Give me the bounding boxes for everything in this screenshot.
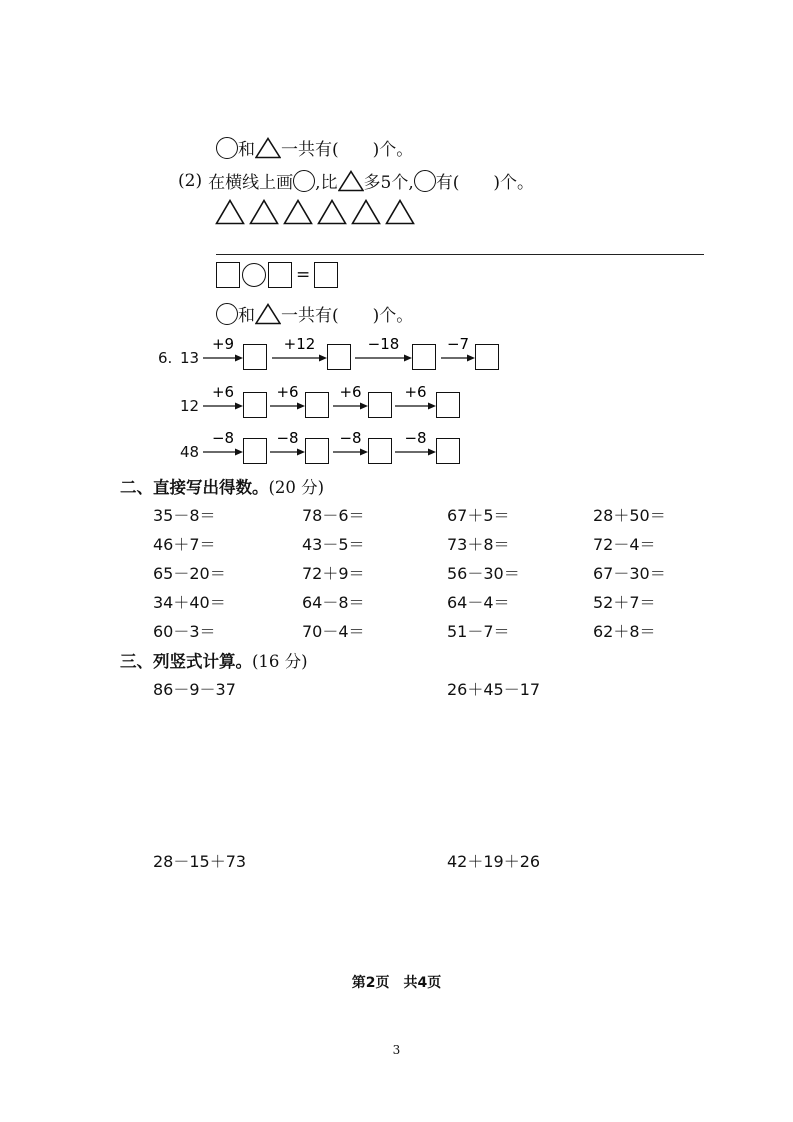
answer-box[interactable] — [243, 344, 267, 370]
triangle-icon — [215, 199, 245, 225]
chain-operation: +6 — [276, 384, 299, 401]
chain-operation: −8 — [339, 430, 362, 447]
arrow-head-icon — [360, 449, 368, 456]
answer-box[interactable] — [243, 438, 267, 464]
answer-box[interactable] — [314, 262, 338, 288]
math-problem: 78－6＝ — [302, 506, 365, 525]
chain-arrows — [0, 430, 793, 470]
math-problem: 64－8＝ — [302, 593, 365, 612]
arrow-head-icon — [319, 355, 327, 362]
math-problem: 67－30＝ — [593, 564, 666, 583]
chain-operation: −8 — [404, 430, 427, 447]
triangle-icon — [351, 199, 381, 225]
triangle-icon — [249, 199, 279, 225]
arrow-head-icon — [404, 355, 412, 362]
q5-line1-and: 和 — [238, 140, 255, 160]
section2-title: 二、直接写出得数。 — [120, 478, 269, 497]
triangle-icon — [338, 170, 364, 192]
q5-part2-text1: 在横线上画 — [208, 173, 294, 193]
circle-icon — [414, 170, 436, 192]
triangle-icon — [255, 303, 281, 325]
section3-heading — [120, 648, 308, 672]
arrow-head-icon — [428, 449, 436, 456]
answer-box[interactable] — [368, 438, 392, 464]
q5-line2 — [216, 301, 413, 326]
vertical-problem: 28－15＋73 — [153, 852, 247, 871]
triangle-icon — [255, 137, 281, 159]
math-problem: 64－4＝ — [447, 593, 510, 612]
q5-line2-and: 和 — [238, 306, 255, 326]
q5-part2-text2: ,比 — [315, 173, 338, 193]
circle-icon — [242, 263, 266, 287]
circle-icon — [293, 170, 315, 192]
answer-box[interactable] — [368, 392, 392, 418]
chain-operation: +9 — [211, 336, 235, 353]
triangle-icon — [283, 199, 313, 225]
chain-operation: +6 — [339, 384, 362, 401]
chain-start: 48 — [180, 443, 200, 461]
answer-box[interactable] — [436, 438, 460, 464]
answer-box[interactable] — [268, 262, 292, 288]
math-problem: 73＋8＝ — [447, 535, 510, 554]
page-info: 第2页 共4页 — [351, 975, 442, 991]
answer-box[interactable] — [305, 392, 329, 418]
chain-operation: −8 — [276, 430, 299, 447]
arrow-head-icon — [467, 355, 475, 362]
q5-line1 — [216, 135, 413, 160]
section3-points: (16 分) — [252, 652, 308, 671]
triangle-icon — [385, 199, 415, 225]
math-problem: 70－4＝ — [302, 622, 365, 641]
chain-operation: +6 — [404, 384, 427, 401]
math-problem: 51－7＝ — [447, 622, 510, 641]
chain-operation: +12 — [283, 336, 316, 353]
arrow-head-icon — [297, 449, 305, 456]
section2-heading — [120, 474, 324, 498]
arrow-head-icon — [428, 403, 436, 410]
section3-title: 三、列竖式计算。 — [120, 652, 252, 671]
chain-row — [0, 336, 793, 376]
math-problem: 52＋7＝ — [593, 593, 656, 612]
chain-arrows — [0, 336, 793, 376]
arrow-head-icon — [235, 355, 243, 362]
answer-box[interactable] — [412, 344, 436, 370]
q5-part2-text3: 多5个, — [363, 173, 414, 193]
vertical-problem: 42＋19＋26 — [447, 852, 541, 871]
vertical-problem: 26＋45－17 — [447, 680, 541, 699]
math-problem: 46＋7＝ — [153, 535, 216, 554]
answer-box[interactable] — [475, 344, 499, 370]
chain-operation: −18 — [367, 336, 400, 353]
math-problem: 72＋9＝ — [302, 564, 365, 583]
chain-arrows — [0, 384, 793, 424]
triangle-icon — [317, 199, 347, 225]
chain-operation: −7 — [446, 336, 470, 353]
drawing-line — [216, 254, 704, 255]
q5-equation — [216, 262, 338, 288]
answer-box[interactable] — [305, 438, 329, 464]
math-problem: 43－5＝ — [302, 535, 365, 554]
vertical-problem: 86－9－37 — [153, 680, 236, 699]
circle-icon — [216, 303, 238, 325]
math-problem: 72－4＝ — [593, 535, 656, 554]
q5-line2-sum: 一共有( )个。 — [281, 306, 414, 326]
chain-operation: +6 — [211, 384, 235, 401]
chain-row — [0, 430, 793, 470]
answer-box[interactable] — [243, 392, 267, 418]
q6-number: 6. — [158, 349, 173, 367]
math-problem: 67＋5＝ — [447, 506, 510, 525]
answer-box[interactable] — [327, 344, 351, 370]
chain-start: 13 — [180, 349, 200, 367]
q5-line1-sum: 一共有( )个。 — [281, 140, 414, 160]
q5-part2-label: (2) — [178, 170, 203, 191]
math-problem: 34＋40＝ — [153, 593, 226, 612]
triangle-row — [215, 199, 415, 225]
section2-points: (20 分) — [268, 478, 325, 497]
math-problem: 60－3＝ — [153, 622, 216, 641]
chain-start: 12 — [180, 397, 200, 415]
q5-part2 — [178, 168, 534, 193]
math-problem: 65－20＝ — [153, 564, 226, 583]
math-problem: 35－8＝ — [153, 506, 216, 525]
arrow-head-icon — [235, 403, 243, 410]
chain-operation: −8 — [211, 430, 235, 447]
math-problem: 28＋50＝ — [593, 506, 666, 525]
arrow-head-icon — [297, 403, 305, 410]
equals-sign: = — [296, 265, 311, 285]
chain-row — [0, 384, 793, 424]
math-problem: 56－30＝ — [447, 564, 520, 583]
page-number: 3 — [392, 1043, 401, 1057]
math-problem: 62＋8＝ — [593, 622, 656, 641]
arrow-head-icon — [235, 449, 243, 456]
circle-icon — [216, 137, 238, 159]
q5-part2-text4: 有( )个。 — [435, 173, 534, 193]
answer-box[interactable] — [216, 262, 240, 288]
answer-box[interactable] — [436, 392, 460, 418]
arrow-head-icon — [360, 403, 368, 410]
